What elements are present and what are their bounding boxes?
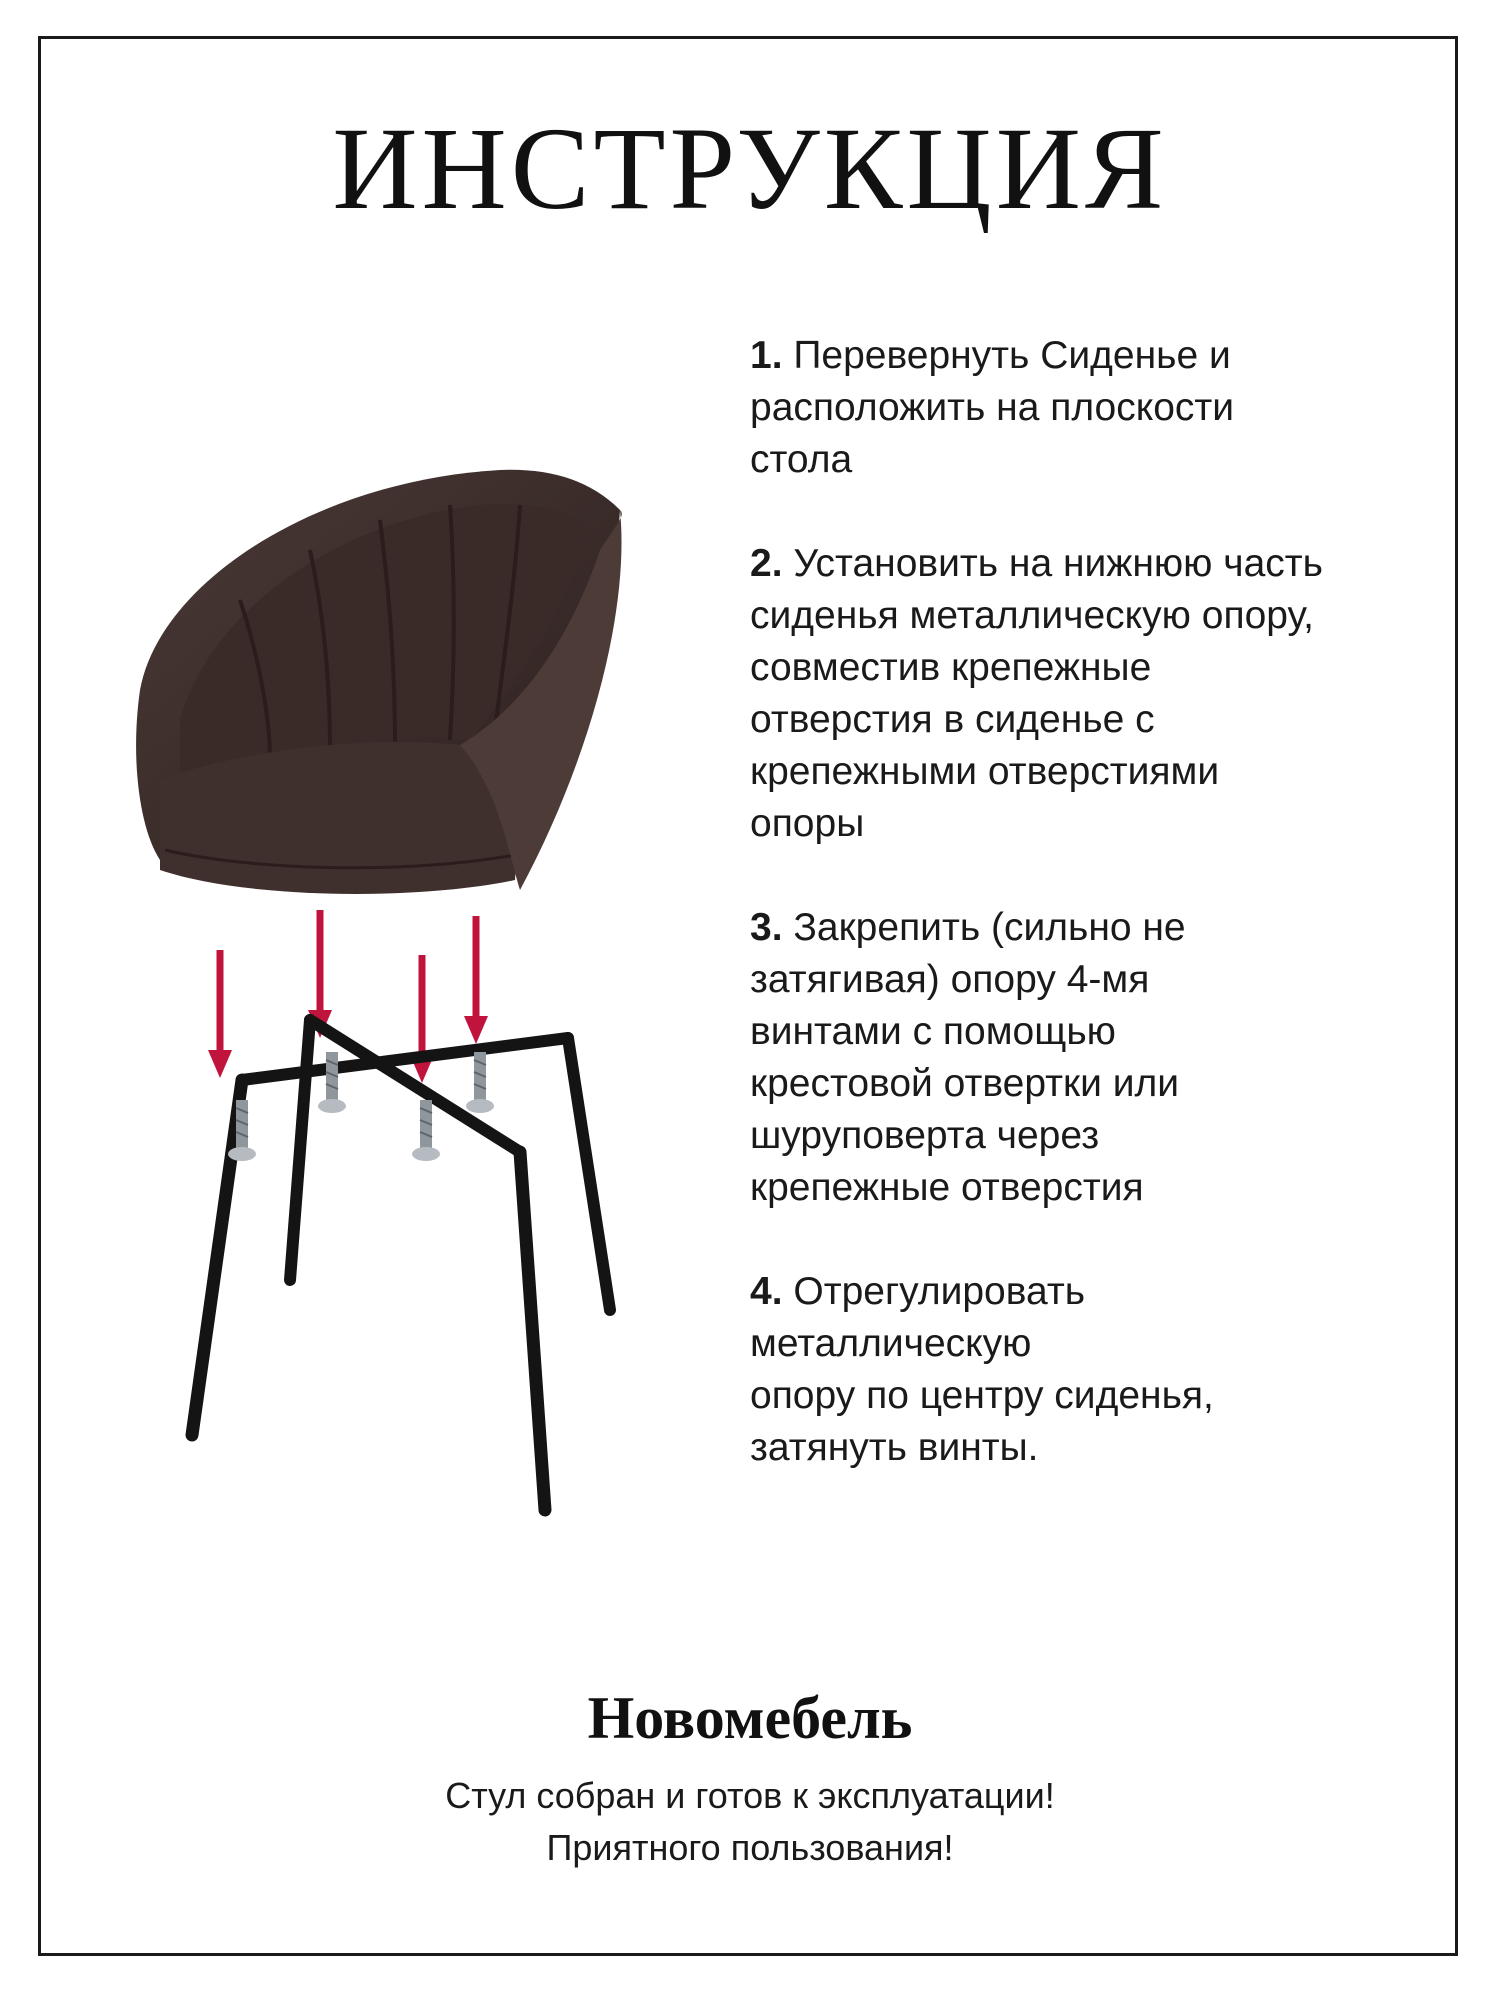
assembly-illustration [120,460,720,1530]
step-1-text: Перевернуть Сиденье и расположить на плоскости стола [750,334,1235,481]
chair-seat-illustration [136,470,622,894]
step-2-number: 2. [750,542,783,585]
step-3-text: Закрепить (сильно не затягивая) опору 4-мя винтами с помощью крестовой отвертки или шуруповерта через крепежные отверстия [750,906,1186,1209]
arrow-down-icon [464,916,488,1044]
step-2 [750,538,1440,850]
step-3-number: 3. [750,906,783,949]
footer-message [0,1770,1500,1874]
footer-line-1: Стул собран и готов к эксплуатации! [445,1775,1055,1816]
step-2-text: Установить на нижнюю часть сиденья металлическую опору, совместив крепежные отверстия в сиденье с крепежными отверстиями опоры [750,542,1323,845]
screw-icon [466,1052,494,1113]
footer-line-2: Приятного пользования! [546,1827,954,1868]
brand-name: Новомебель [587,1685,913,1751]
page-title: ИНСТРУКЦИЯ [332,103,1168,234]
step-3 [750,902,1440,1214]
steps-list [750,330,1440,1526]
step-4-number: 4. [750,1270,783,1313]
arrow-down-icon [208,950,232,1078]
step-1-number: 1. [750,334,783,377]
step-4 [750,1266,1440,1474]
metal-base-illustration [192,1020,610,1510]
step-4-text: Отрегулировать металлическую опору по центру сиденья, затянуть винты. [750,1270,1214,1469]
screw-icon [412,1100,440,1161]
step-1 [750,330,1440,486]
